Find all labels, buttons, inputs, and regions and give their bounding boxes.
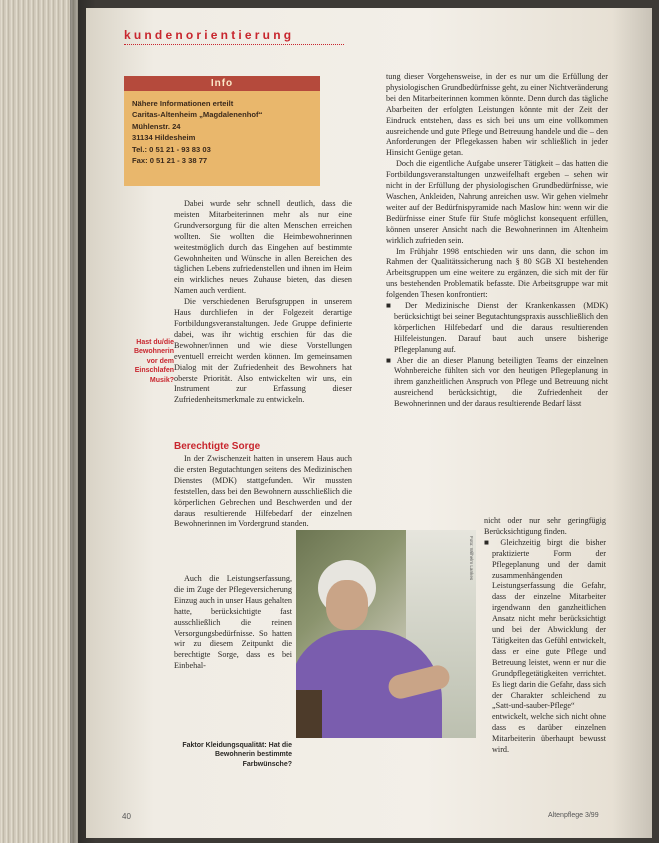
paragraph: nicht oder nur sehr geringfügig Berücksichtigung finden. — [484, 516, 606, 536]
paragraph: Im Frühjahr 1998 entschieden wir uns dann, die schon im Rahmen der Qualitätssicherung nach § 80 SGB XI bestehenden Arbeitsgruppen um eine weitere zu ergänzen, die sich mit der für uns bestehenden Problematik befasste. Die Arbeitsgruppe war mit folgenden Thesen konfrontiert: — [386, 246, 608, 300]
bullet-text: Gleichzeitig birgt die bisher praktizierte Form der Pflegeplanung und der damit zusammenhängenden Leistungserfassung die Gefahr, dass der einzelne Mitarbeiter irgendwann den ganzheitlichen Ansatz nicht mehr berücksichtigt und bei der Abwicklung der Tätigkeiten das Gefühl entwickelt, dass er eine gute Pflege und Betreuung leistet, wenn er nur die Grundpflegetätigkeiten verrichtet. Es liegt darin die Gefahr, dass sich der Charakter schleichend zu „Satt-und-sauber-Pflege“ entwickelt, welche sich nicht ohne dass es darüber einzelnen Mitarbeiterin überhaupt bewusst wird. — [492, 537, 606, 755]
paragraph: In der Zwischenzeit hatten in unserem Haus auch die ersten Begutachtungen seitens des Medizinischen Dienstes (MDK) stattgefunden. Wir mussten feststellen, dass bei den Bewohnern ausschließlich die körperlichen Gebrechen und Beschwerden und der daraus resultierende Hilfebedarf der einzelnen Bewohnerinnen im Vordergrund standen. — [174, 454, 352, 529]
bullet-text: Der Medizinische Dienst der Krankenkassen (MDK) berücksichtigt bei seiner Begutachtungspraxis ausschließlich den körperlichen Hilfebedarf und die daraus resultierenden Hilfeleistungen. Darauf baut auch unsere bisherige Pflegeplanung auf. — [394, 301, 608, 354]
info-box-heading: Info — [124, 76, 320, 91]
page-shade — [612, 8, 652, 838]
info-line: Fax: 0 51 21 - 3 38 77 — [132, 156, 208, 166]
photo-face — [326, 580, 368, 630]
info-line: Nähere Informationen erteilt — [132, 99, 234, 108]
issue-footer: Altenpflege 3/99 — [548, 812, 599, 819]
section-header: kundenorientierung — [124, 28, 295, 42]
subhead-paragraph-block — [174, 454, 352, 530]
left-narrow-column — [174, 574, 292, 672]
info-line: Tel.: 0 51 21 - 93 83 03 — [132, 144, 211, 154]
header-rule — [124, 44, 344, 45]
info-box-lines — [124, 91, 320, 166]
info-line: 31134 Hildesheim — [132, 133, 196, 143]
book-page-edges — [0, 0, 78, 843]
page-number: 40 — [122, 812, 131, 821]
paragraph: Die verschiedenen Berufsgruppen in unserem Haus durchliefen in der Folgezeit derartige Fortbildungsveranstaltungen. Jede Gruppe definierte dabei, was ihr wichtig erschien für das die Bewohner/innen und wie diese Vorstellungen eventuell erreicht werden können. Im gemeinsamen Dialog mit der Zufriedenheit des Bewohners hat oberste Priorität. Also entwickelten wir uns, ein Instrument zur Erfassung dieser Zufriedenheitsmerkmale zu entwickeln. — [174, 297, 352, 405]
bullet-item: ■ Aber die an dieser Planung beteiligten Teams der einzelnen Wohnbereiche fühlten sich vor den heutigen Pflegeplanung in ihrem ganzheitlichen Anspruch von Pflege und Betreuung nicht ausreichend berücksichtigt, die Zufriedenheit der Bewohnerinnen und der daraus resultierende Bedarf lässt — [386, 355, 608, 409]
photo-chair — [296, 690, 322, 738]
paragraph: tung dieser Vorgehensweise, in der es nur um die Erfüllung der physiologischen Grundbedürfnisse geht, zu einer Nichtveränderung bei den Mitarbeiterinnen kommen könnte. Denn durch das tägliche Abarbeiten der erfolgten Leistungen könnte mit der Zeit der Eindruck entstehen, dass es sich bei uns um eine vollkommen ausreichende und gute Pflege und Betreuung handele und die – den Anforderungen der Pflegekassen haben wir schließlich in jeder Hinsicht Genüge getan. — [386, 72, 608, 158]
right-narrow-column — [484, 516, 606, 756]
paragraph: Auch die Leistungserfassung, die im Zuge der Pflegeversicherung Einzug auch in unser Haus gehalten hatte, berücksichtigte fast ausschließlich die reinen Versorgungsbedürfnisse. So hatten wir zu diesem Zeitpunkt die berechtigte Sorge, dass es bei Einbehal- — [174, 574, 292, 671]
bullet-text: Aber die an dieser Planung beteiligten Teams der einzelnen Wohnbereiche fühlten sich vor den heutigen Pflegeplanung in ihrem ganzheitlichen Anspruch von Pflege und Betreuung nicht ausreichend berücksichtigt, die Zufriedenheit der Bewohnerinnen und der daraus resultierende Bedarf lässt — [394, 355, 608, 409]
pull-quote: Hast du/die Bewohnerin vor dem Einschlafen Musik? — [133, 339, 174, 384]
subheading: Berechtigte Sorge — [174, 441, 261, 452]
photo-elderly-woman — [296, 530, 476, 738]
left-column — [174, 199, 352, 406]
info-line: Caritas-Altenheim „Magdalenenhof“ — [132, 110, 263, 120]
right-column — [386, 72, 608, 410]
paragraph: Dabei wurde sehr schnell deutlich, dass die meisten Mitarbeiterinnen mehr als nur eine Grundversorgung für die alten Menschen erreichen wollten. Sie wollten die Heimbewohnerinnen weitestmöglich durch das Eingehen auf bestimmte Gewohnheiten und Wünsche in allen Bereichen des täglichen Lebens zufriedenstellen und ihnen im Heim ein wirkliches neues Zuhause bieten, das diesen Namen auch verdient. — [174, 199, 352, 296]
info-line: Mühlenstr. 24 — [132, 121, 181, 131]
info-box — [124, 76, 320, 186]
photo-credit: Foto: Wilhelm Lankes — [469, 536, 474, 581]
bullet-item: ■ Der Medizinische Dienst der Krankenkassen (MDK) berücksichtigt bei seiner Begutachtungspraxis ausschließlich den körperlichen Hilfebedarf und die daraus resultierenden Hilfeleistungen. Darauf baut auch unsere bisherige Pflegeplanung auf. — [386, 301, 608, 354]
paragraph: Doch die eigentliche Aufgabe unserer Tätigkeit – das hatten die Fortbildungsveranstaltungen unzweifelhaft ergeben – sehen wir nicht in der Erfüllung der physiologischen Grundbedürfnisse, wie Waschen, Ankleiden, Nahrung anreichen usw. Wir gehen vielmehr weiter auf der Bedürfnispyramide nach Maslow hin: wenn wir die Bedürfnisse einer Stufe für Stufe möglichst konsequent erfüllen, können unserer Ansicht nach die Bewohnerinnen im Altenheim wirklich zufrieden sein. — [386, 159, 608, 245]
bullet-item: ■ Gleichzeitig birgt die bisher praktizierte Form der Pflegeplanung und der damit zusammenhängenden Leistungserfassung die Gefahr, dass der einzelne Mitarbeiter irgendwann den ganzheitlichen Ansatz nicht mehr berücksichtigt und bei der Abwicklung der Tätigkeiten das Gefühl entwickelt, dass er eine gute Pflege und Betreuung leistet, wenn er nur die Grundpflegetätigkeiten verrichtet. Es liegt darin die Gefahr, dass sich der Charakter schleichend zu „Satt-und-sauber-Pflege“ entwickelt, welche sich nicht ohne dass es darüber einzelnen Mitarbeiterin überhaupt bewusst wird. — [484, 537, 606, 755]
photo-caption: Faktor Kleidungsqualität: Hat die Bewohnerin bestimmte Farbwünsche? — [182, 742, 292, 768]
magazine-page — [86, 8, 652, 838]
